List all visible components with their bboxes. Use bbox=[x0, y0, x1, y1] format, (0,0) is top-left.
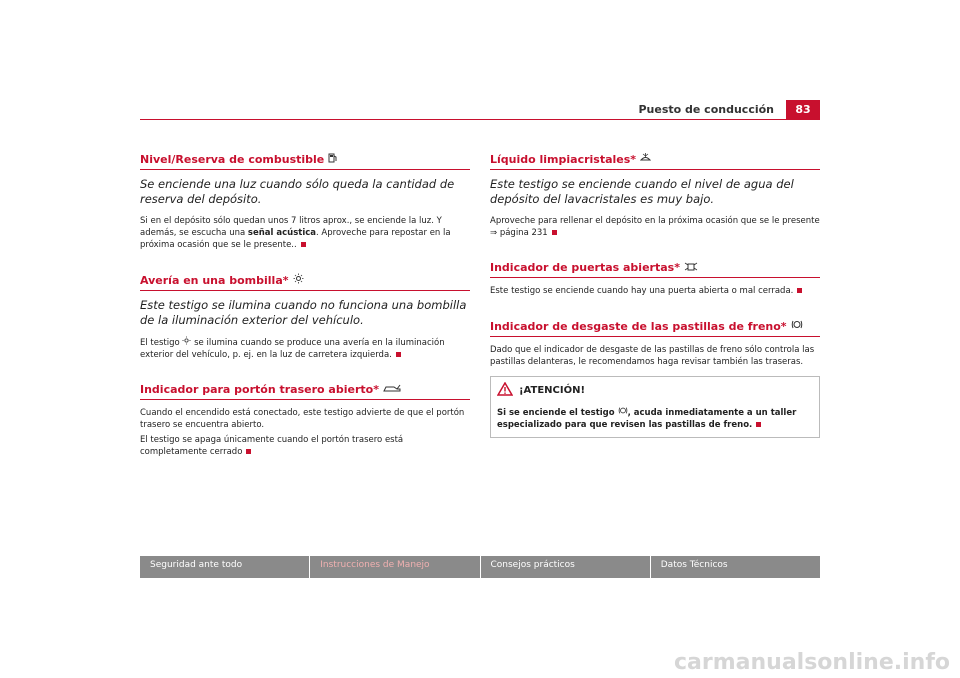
section-heading: Indicador de desgaste de las pastillas de freno* bbox=[490, 319, 820, 337]
warning-triangle-icon bbox=[497, 381, 519, 400]
section-brake-pads bbox=[490, 319, 820, 438]
section-bulb-failure bbox=[140, 273, 470, 361]
header-rule bbox=[140, 119, 820, 120]
left-column bbox=[140, 152, 470, 480]
end-mark bbox=[797, 288, 802, 293]
section-lead: Se enciende una luz cuando sólo queda la cantidad de reserva del depósito. bbox=[140, 177, 455, 206]
section-lead: Este testigo se ilumina cuando no funciona una bombilla de la iluminación exterior del vehículo. bbox=[140, 298, 467, 327]
section-body: Aproveche para rellenar el depósito en la próxima ocasión que se le presente ⇒ página 231 bbox=[490, 216, 820, 238]
footer-tab-seguridad[interactable]: Seguridad ante todo bbox=[140, 556, 309, 578]
fuel-pump-icon bbox=[328, 152, 338, 166]
bulb-failure-icon bbox=[293, 273, 304, 287]
watermark: carmanualsonline.info bbox=[674, 650, 950, 675]
warning-header bbox=[491, 377, 819, 404]
section-lead: Este testigo se enciende cuando el nivel de agua del depósito del lavacristales es muy bajo. bbox=[490, 177, 794, 206]
brake-pad-icon bbox=[618, 408, 628, 418]
brake-pad-icon bbox=[791, 319, 803, 333]
header-title: Puesto de conducción bbox=[638, 103, 774, 116]
section-heading: Nivel/Reserva de combustible bbox=[140, 152, 470, 170]
page-number: 83 bbox=[786, 100, 820, 120]
section-heading: Líquido limpiacristales* bbox=[490, 152, 820, 170]
end-mark bbox=[396, 352, 401, 357]
section-heading: Indicador para portón trasero abierto* bbox=[140, 383, 470, 400]
section-heading: Indicador de puertas abiertas* bbox=[490, 261, 820, 278]
section-washer-fluid bbox=[490, 152, 820, 239]
section-tailgate-open bbox=[140, 383, 470, 458]
section-body: Si en el depósito sólo quedan unos 7 litros aprox., se enciende la luz. Y además, se escucha una señal acústica. Aproveche para repostar en la próxima ocasión que se le presente.. bbox=[140, 216, 451, 250]
warning-box bbox=[490, 376, 820, 438]
footer-tab-instrucciones[interactable]: Instrucciones de Manejo bbox=[310, 556, 479, 578]
car-tailgate-icon bbox=[383, 384, 401, 396]
page-header bbox=[140, 100, 820, 120]
end-mark bbox=[246, 449, 251, 454]
section-body: Cuando el encendido está conectado, este testigo advierte de que el portón trasero se encuentra abierto. bbox=[140, 408, 465, 430]
section-body: Dado que el indicador de desgaste de las pastillas de freno sólo controla las pastillas delanteras, le recomendamos haga revisar también las traseras. bbox=[490, 345, 815, 367]
washer-fluid-icon bbox=[640, 152, 651, 166]
end-mark bbox=[756, 422, 761, 427]
end-mark bbox=[552, 230, 557, 235]
car-doors-open-icon bbox=[684, 262, 698, 274]
warning-body: Si se enciende el testigo , acuda inmediatamente a un taller especializado para que revisen las pastillas de freno. bbox=[497, 408, 797, 430]
warning-title: ¡ATENCIÓN! bbox=[519, 385, 586, 396]
footer-nav bbox=[140, 556, 820, 578]
section-body: El testigo se ilumina cuando se produce una avería en la iluminación exterior del vehículo, p. ej. en la luz de carretera izquierda. bbox=[140, 338, 445, 360]
section-body: Este testigo se enciende cuando hay una puerta abierta o mal cerrada. bbox=[490, 285, 820, 297]
right-column bbox=[490, 152, 820, 460]
end-mark bbox=[301, 242, 306, 247]
section-fuel-reserve bbox=[140, 152, 470, 251]
section-body: El testigo se apaga únicamente cuando el portón trasero está completamente cerrado bbox=[140, 435, 404, 457]
footer-tab-datos[interactable]: Datos Técnicos bbox=[651, 556, 820, 578]
section-doors-open bbox=[490, 261, 820, 297]
footer-tab-consejos[interactable]: Consejos prácticos bbox=[481, 556, 650, 578]
section-heading: Avería en una bombilla* bbox=[140, 273, 470, 291]
